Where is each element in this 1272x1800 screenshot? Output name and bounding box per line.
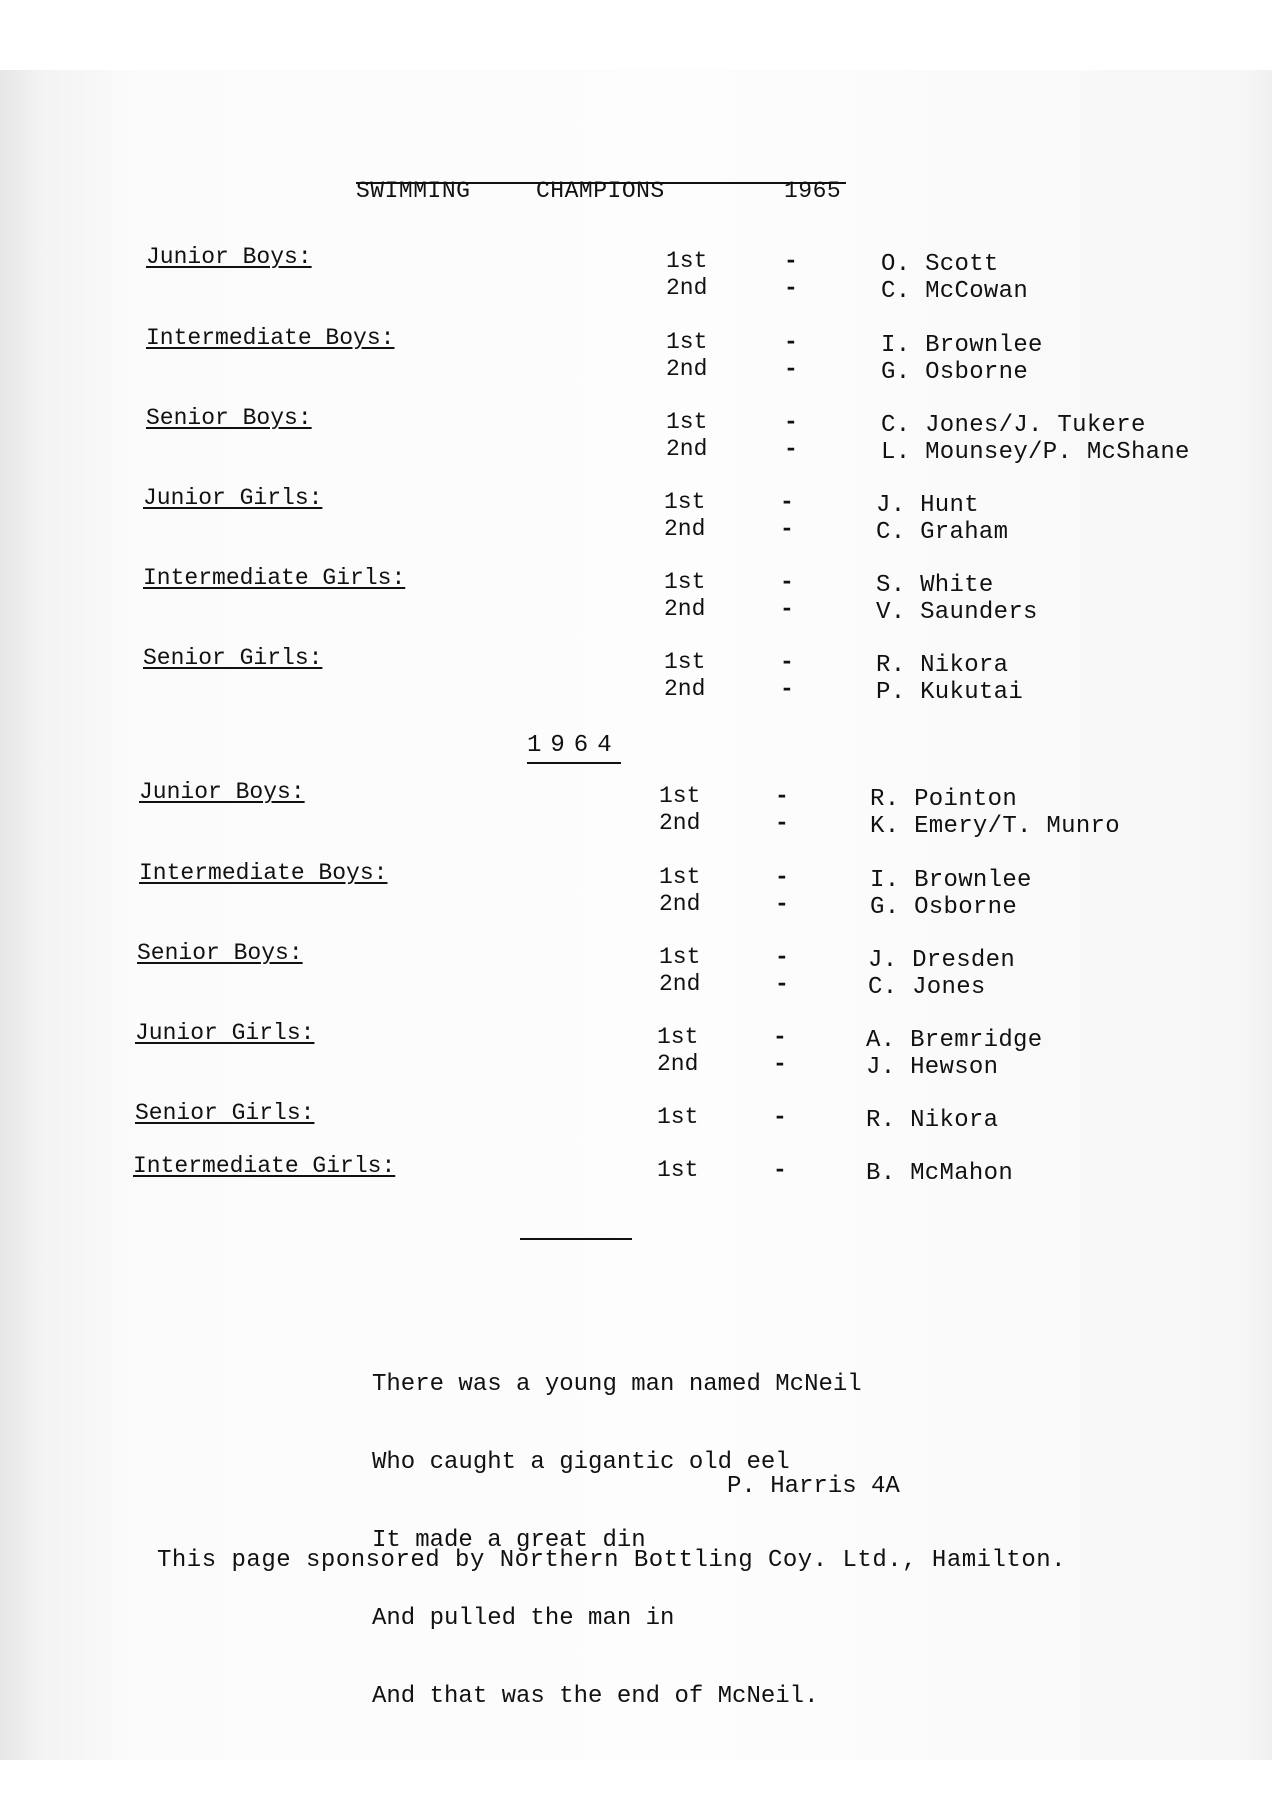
poem-line: It made a great din	[372, 1527, 646, 1554]
result-group	[0, 779, 1272, 840]
result-group	[0, 1100, 1272, 1152]
year-1964-heading: 1964	[527, 732, 621, 764]
sponsor-line: This page sponsored by Northern Bottling Coy. Ltd., Hamilton.	[157, 1547, 1067, 1574]
dash-separator: -	[784, 356, 798, 382]
result-group	[0, 485, 1272, 546]
dash-separator: -	[773, 1024, 787, 1050]
dash-separator: -	[780, 569, 794, 595]
champion-name: C. Jones/J. Tukere	[881, 412, 1146, 439]
poem-line: There was a young man named McNeil	[372, 1371, 862, 1398]
result-group	[0, 244, 1272, 305]
result-group	[0, 1153, 1272, 1205]
result-group	[0, 405, 1272, 466]
category-label: Junior Boys:	[139, 779, 305, 805]
page-heading	[356, 178, 846, 204]
category-label: Intermediate Boys:	[146, 325, 395, 351]
place-label: 2nd	[664, 676, 706, 702]
champion-name: S. White	[876, 572, 994, 599]
place-label: 2nd	[666, 356, 708, 382]
place-label: 2nd	[666, 275, 708, 301]
dash-separator: -	[773, 1104, 787, 1130]
result-group	[0, 860, 1272, 921]
dash-separator: -	[775, 891, 789, 917]
champion-name: V. Saunders	[876, 599, 1038, 626]
champion-name: I. Brownlee	[870, 867, 1032, 894]
category-label: Intermediate Girls:	[143, 565, 406, 591]
champion-name: R. Nikora	[866, 1107, 999, 1134]
result-group	[0, 1020, 1272, 1081]
heading-champions: CHAMPIONS	[536, 178, 665, 204]
dash-separator: -	[775, 783, 789, 809]
champion-name: C. McCowan	[881, 278, 1029, 305]
champion-name: R. Nikora	[876, 652, 1009, 679]
dash-separator: -	[780, 596, 794, 622]
heading-year: 1965	[784, 178, 842, 204]
dash-separator: -	[784, 409, 798, 435]
place-label: 2nd	[666, 436, 708, 462]
champion-name: C. Graham	[876, 519, 1009, 546]
champion-name: I. Brownlee	[881, 332, 1043, 359]
dash-separator: -	[775, 864, 789, 890]
result-group	[0, 565, 1272, 626]
category-label: Junior Girls:	[135, 1020, 315, 1046]
category-label: Junior Girls:	[143, 485, 323, 511]
result-group	[0, 325, 1272, 386]
place-label: 2nd	[657, 1051, 699, 1077]
champion-name: G. Osborne	[881, 359, 1029, 386]
dash-separator: -	[775, 944, 789, 970]
dash-separator: -	[780, 676, 794, 702]
champion-name: A. Bremridge	[866, 1027, 1043, 1054]
limerick	[372, 1320, 862, 1736]
dash-separator: -	[780, 516, 794, 542]
heading-swimming: SWIMMING	[356, 178, 471, 204]
category-label: Intermediate Girls:	[133, 1153, 396, 1179]
category-label: Junior Boys:	[146, 244, 312, 270]
champion-name: K. Emery/T. Munro	[870, 813, 1120, 840]
champion-name: P. Kukutai	[876, 679, 1024, 706]
place-label: 1st	[664, 649, 706, 675]
place-label: 1st	[659, 864, 701, 890]
dash-separator: -	[784, 329, 798, 355]
result-group	[0, 940, 1272, 1001]
place-label: 2nd	[659, 891, 701, 917]
champion-name: J. Hunt	[876, 492, 979, 519]
place-label: 1st	[657, 1024, 699, 1050]
category-label: Senior Boys:	[146, 405, 312, 431]
champion-name: L. Mounsey/P. McShane	[881, 439, 1190, 466]
dash-separator: -	[773, 1051, 787, 1077]
place-label: 1st	[664, 569, 706, 595]
champion-name: O. Scott	[881, 251, 999, 278]
divider-rule	[520, 1238, 632, 1240]
champion-name: J. Dresden	[868, 947, 1016, 974]
champion-name: G. Osborne	[870, 894, 1018, 921]
dash-separator: -	[784, 436, 798, 462]
poem-line: And that was the end of McNeil.	[372, 1683, 819, 1710]
champion-name: J. Hewson	[866, 1054, 999, 1081]
place-label: 2nd	[664, 516, 706, 542]
dash-separator: -	[780, 649, 794, 675]
place-label: 2nd	[659, 810, 701, 836]
dash-separator: -	[775, 971, 789, 997]
dash-separator: -	[784, 248, 798, 274]
champion-name: B. McMahon	[866, 1160, 1014, 1187]
champion-name: C. Jones	[868, 974, 986, 1001]
category-label: Senior Boys:	[137, 940, 303, 966]
poem-line: Who caught a gigantic old eel	[372, 1449, 790, 1476]
place-label: 1st	[657, 1157, 699, 1183]
place-label: 1st	[666, 329, 708, 355]
place-label: 1st	[659, 783, 701, 809]
poem-author: P. Harris 4A	[727, 1473, 900, 1500]
place-label: 1st	[664, 489, 706, 515]
champion-name: R. Pointon	[870, 786, 1018, 813]
place-label: 2nd	[664, 596, 706, 622]
place-label: 1st	[657, 1104, 699, 1130]
category-label: Senior Girls:	[143, 645, 323, 671]
place-label: 1st	[666, 248, 708, 274]
result-group	[0, 645, 1272, 706]
dash-separator: -	[775, 810, 789, 836]
dash-separator: -	[780, 489, 794, 515]
place-label: 2nd	[659, 971, 701, 997]
category-label: Senior Girls:	[135, 1100, 315, 1126]
dash-separator: -	[784, 275, 798, 301]
place-label: 1st	[659, 944, 701, 970]
dash-separator: -	[773, 1157, 787, 1183]
poem-line: And pulled the man in	[372, 1605, 675, 1632]
category-label: Intermediate Boys:	[139, 860, 388, 886]
place-label: 1st	[666, 409, 708, 435]
